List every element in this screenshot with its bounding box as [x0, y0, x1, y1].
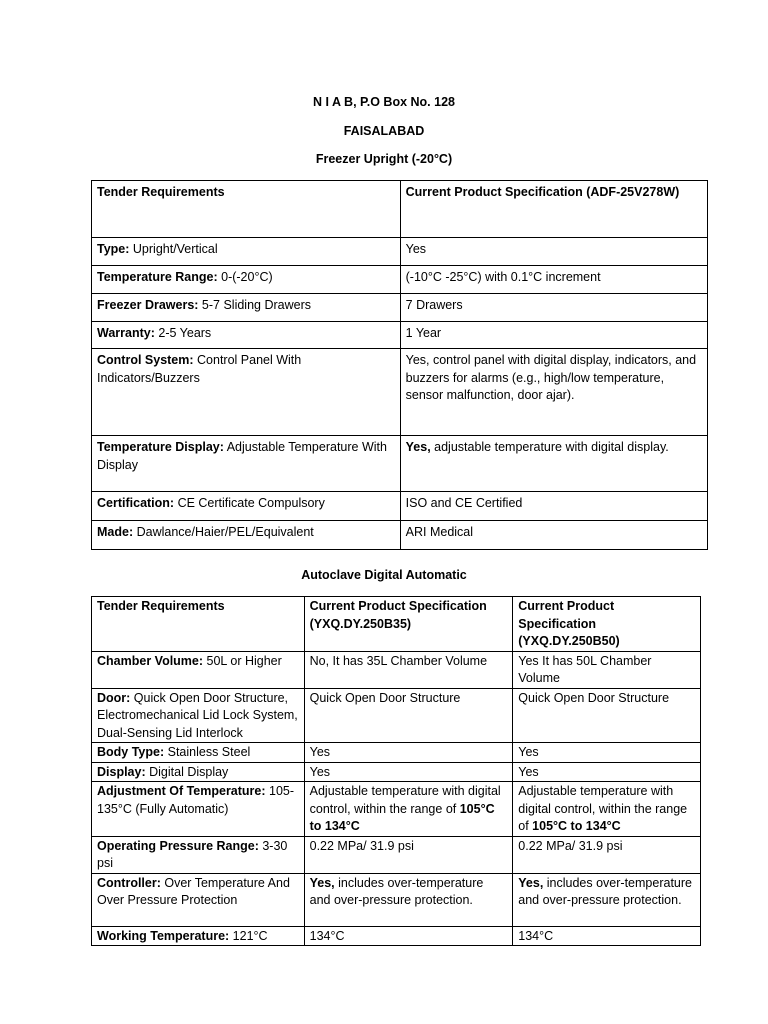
spec-cell: ARI Medical [400, 521, 707, 550]
header-cell: Current Product Specification (YXQ.DY.250B50) [513, 597, 701, 652]
spec-b35-cell: Yes [304, 743, 513, 763]
spec-cell: Yes [400, 238, 707, 266]
requirement-cell: Chamber Volume: 50L or Higher [92, 651, 305, 688]
spec-b35-cell: Quick Open Door Structure [304, 688, 513, 743]
table-row [92, 743, 701, 763]
table-row [92, 651, 701, 688]
city-heading: FAISALABAD [343, 124, 425, 138]
requirement-cell: Certification: CE Certificate Compulsory [92, 492, 401, 521]
header-cell: Current Product Specification (ADF-25V278W) [400, 181, 707, 238]
table-row [92, 238, 708, 266]
spec-b35-cell: 134°C [304, 926, 513, 946]
table-row [92, 436, 708, 492]
table-row [92, 782, 701, 837]
requirement-cell: Door: Quick Open Door Structure, Electromechanical Lid Lock System, Dual-Sensing Lid Interlock [92, 688, 305, 743]
table-header-row [92, 597, 701, 652]
header-cell: Tender Requirements [92, 597, 305, 652]
spec-b50-cell: 134°C [513, 926, 701, 946]
requirement-cell: Controller: Over Temperature And Over Pressure Protection [92, 873, 305, 926]
spec-b50-cell: Yes It has 50L Chamber Volume [513, 651, 701, 688]
spec-cell: (-10°C -25°C) with 0.1°C increment [400, 266, 707, 294]
header-cell: Tender Requirements [92, 181, 401, 238]
spec-cell: 7 Drawers [400, 294, 707, 322]
requirement-cell: Control System: Control Panel With Indicators/Buzzers [92, 349, 401, 436]
table-row [92, 688, 701, 743]
spec-b35-cell: Adjustable temperature with digital control, within the range of 105°C to 134°C [304, 782, 513, 837]
header-cell: Current Product Specification (YXQ.DY.250B35) [304, 597, 513, 652]
table-row [92, 836, 701, 873]
table-header-row [92, 181, 708, 238]
requirement-cell: Temperature Range: 0-(-20°C) [92, 266, 401, 294]
spec-b35-cell: No, It has 35L Chamber Volume [304, 651, 513, 688]
requirement-cell: Freezer Drawers: 5-7 Sliding Drawers [92, 294, 401, 322]
table-row [92, 266, 708, 294]
autoclave-spec-table [91, 596, 701, 946]
spec-b50-cell: Quick Open Door Structure [513, 688, 701, 743]
address-heading: N I A B, P.O Box No. 128 [313, 95, 455, 109]
spec-b35-cell: Yes [304, 762, 513, 782]
spec-b50-cell: Yes [513, 743, 701, 763]
requirement-cell: Display: Digital Display [92, 762, 305, 782]
requirement-cell: Working Temperature: 121°C [92, 926, 305, 946]
freezer-spec-table [91, 180, 708, 550]
autoclave-title: Autoclave Digital Automatic [301, 568, 467, 582]
requirement-cell: Type: Upright/Vertical [92, 238, 401, 266]
spec-b35-cell: 0.22 MPa/ 31.9 psi [304, 836, 513, 873]
spec-b50-cell: Adjustable temperature with digital control, within the range of 105°C to 134°C [513, 782, 701, 837]
table-row [92, 926, 701, 946]
requirement-cell: Warranty: 2-5 Years [92, 322, 401, 349]
requirement-cell: Made: Dawlance/Haier/PEL/Equivalent [92, 521, 401, 550]
table-row [92, 492, 708, 521]
requirement-cell: Body Type: Stainless Steel [92, 743, 305, 763]
table-row [92, 322, 708, 349]
requirement-cell: Adjustment Of Temperature: 105-135°C (Fully Automatic) [92, 782, 305, 837]
spec-b50-cell: 0.22 MPa/ 31.9 psi [513, 836, 701, 873]
requirement-cell: Operating Pressure Range: 3-30 psi [92, 836, 305, 873]
spec-b50-cell: Yes [513, 762, 701, 782]
spec-cell: 1 Year [400, 322, 707, 349]
table-row [92, 762, 701, 782]
spec-b35-cell: Yes, includes over-temperature and over-pressure protection. [304, 873, 513, 926]
spec-b50-cell: Yes, includes over-temperature and over-pressure protection. [513, 873, 701, 926]
freezer-title: Freezer Upright (-20°C) [315, 152, 453, 166]
spec-cell: Yes, control panel with digital display, indicators, and buzzers for alarms (e.g., high/low temperature, sensor malfunction, door ajar). [400, 349, 707, 436]
table-row [92, 873, 701, 926]
spec-cell: Yes, adjustable temperature with digital display. [400, 436, 707, 492]
table-row [92, 294, 708, 322]
table-row [92, 521, 708, 550]
spec-cell: ISO and CE Certified [400, 492, 707, 521]
table-row [92, 349, 708, 436]
requirement-cell: Temperature Display: Adjustable Temperature With Display [92, 436, 401, 492]
